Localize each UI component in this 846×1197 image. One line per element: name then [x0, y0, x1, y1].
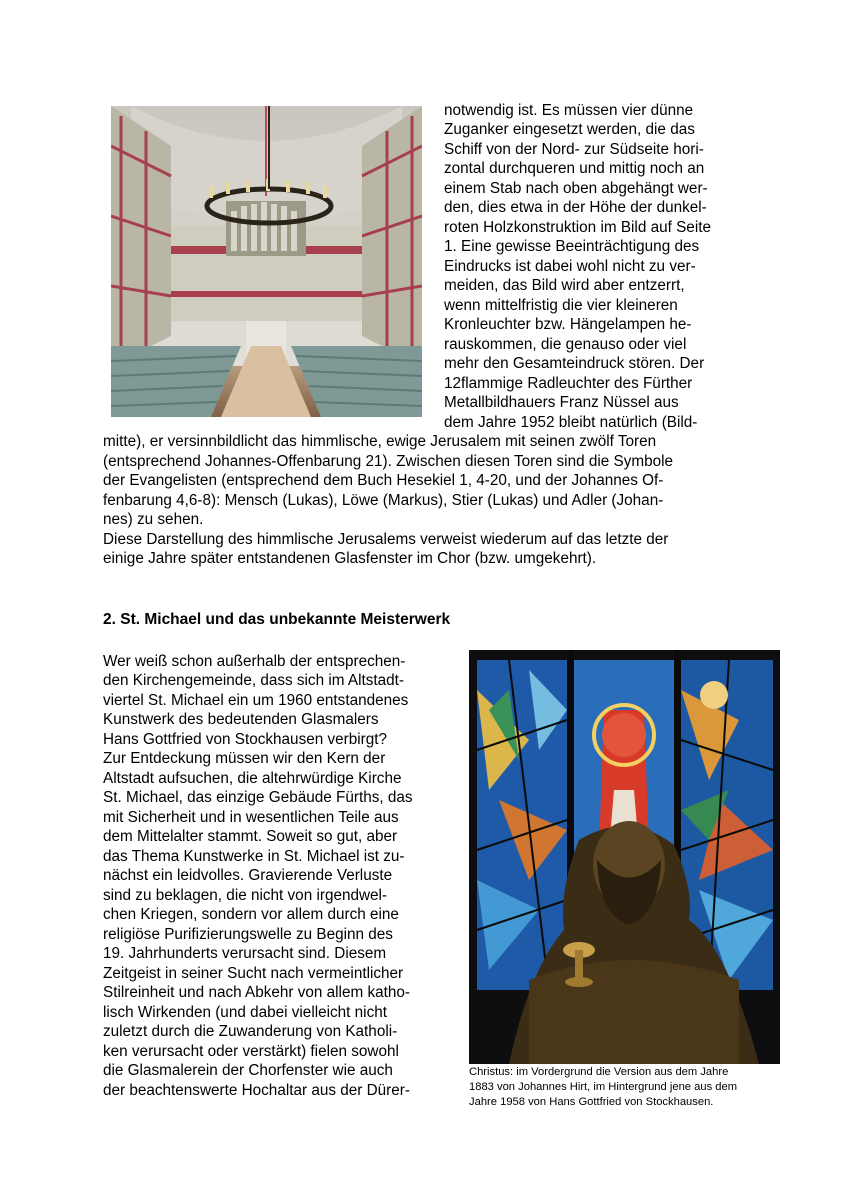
text-line: dem Jahre 1952 bleibt natürlich (Bild-	[444, 414, 698, 431]
text-line: Altstadt aufsuchen, die altehrwürdige Kirche	[103, 770, 402, 787]
text-line: Kronleuchter bzw. Hängelampen he-	[444, 316, 692, 333]
text-line: wenn mittelfristig die vier kleineren	[444, 297, 678, 314]
text-line: notwendig ist. Es müssen vier dünne	[444, 102, 694, 119]
text-line: mehr den Gesamteindruck stören. Der	[444, 355, 705, 372]
text-line: meiden, das Bild wird aber entzerrt,	[444, 277, 685, 294]
text-line: zontal durchqueren und mittig noch an	[444, 160, 705, 177]
text-line: Hans Gottfried von Stockhausen verbirgt?	[103, 731, 387, 748]
text-line: Eindrucks ist dabei wohl nicht zu ver-	[444, 258, 696, 275]
text-line: der beachtenswerte Hochaltar aus der Dürer-	[103, 1082, 410, 1099]
text-line: einige Jahre später entstandenen Glasfenster im Chor (bzw. umgekehrt).	[103, 550, 597, 567]
text-line: Zeitgeist in seiner Sucht nach vermeintlicher	[103, 965, 404, 982]
text-line: nes) zu sehen.	[103, 511, 204, 528]
text-line: einem Stab nach oben abgehängt wer-	[444, 180, 708, 197]
text-line: ken verursacht oder verstärkt) fielen sowohl	[103, 1043, 399, 1060]
text-line: dem Mittelalter stammt. Soweit so gut, aber	[103, 828, 398, 845]
text-line: Stilreinheit und nach Abkehr von allem katho-	[103, 984, 410, 1001]
text-line: die Glasmalerein der Chorfenster wie auch	[103, 1062, 393, 1079]
text-line: Wer weiß schon außerhalb der entsprechen-	[103, 653, 406, 670]
text-line: 12flammige Radleuchter des Fürther	[444, 375, 693, 392]
text-line: viertel St. Michael ein um 1960 entstandenes	[103, 692, 409, 709]
text-line: lisch Wirkenden (und dabei vielleicht nicht	[103, 1004, 387, 1021]
text-line: 1. Eine gewisse Beeinträchtigung des	[444, 238, 700, 255]
text-line: St. Michael, das einzige Gebäude Fürths, das	[103, 789, 413, 806]
text-line: mitte), er versinnbildlicht das himmlische, ewige Jerusalem mit seinen zwölf Toren	[103, 433, 657, 450]
text-line: das Thema Kunstwerke in St. Michael ist zu-	[103, 848, 405, 865]
text-line: Diese Darstellung des himmlische Jerusalems verweist wiederum auf das letzte der	[103, 531, 669, 548]
text-line: zuletzt durch die Zuwanderung von Katholi-	[103, 1023, 398, 1040]
text-line: (entsprechend Johannes-Offenbarung 21). Zwischen diesen Toren sind die Symbole	[103, 453, 674, 470]
text-line: fenbarung 4,6-8): Mensch (Lukas), Löwe (Markus), Stier (Lukas) und Adler (Johan-	[103, 492, 664, 509]
section-heading: 2. St. Michael und das unbekannte Meisterwerk	[103, 611, 451, 628]
text-line: Kunstwerk des bedeutenden Glasmalers	[103, 711, 379, 728]
text-line: religiöse Purifizierungswelle zu Beginn des	[103, 926, 393, 943]
text-line: roten Holzkonstruktion im Bild auf Seite	[444, 219, 711, 236]
text-line: 19. Jahrhunderts verursacht sind. Diesem	[103, 945, 387, 962]
text-line: rauskommen, die genauso oder viel	[444, 336, 687, 353]
text-line: Metallbildhauers Franz Nüssel aus	[444, 394, 679, 411]
caption-line: Jahre 1958 von Hans Gottfried von Stockhausen.	[469, 1096, 714, 1108]
stained-glass-photo	[469, 650, 780, 1064]
text-line: mit Sicherheit und in wesentlichen Teile aus	[103, 809, 399, 826]
text-line: sind zu beklagen, die nicht von irgendwel-	[103, 887, 388, 904]
text-line: der Evangelisten (entsprechend dem Buch Hesekiel 1, 4-20, und der Johannes Of-	[103, 472, 664, 489]
text-line: den Kirchengemeinde, dass sich im Altstadt-	[103, 672, 404, 689]
church-interior-photo	[111, 106, 422, 417]
text-line: Schiff von der Nord- zur Südseite hori-	[444, 141, 704, 158]
text-line: den, dies etwa in der Höhe der dunkel-	[444, 199, 707, 216]
text-line: chen Kriegen, sondern vor allem durch eine	[103, 906, 399, 923]
text-line: Zur Entdeckung müssen wir den Kern der	[103, 750, 386, 767]
text-line: nächst ein leidvolles. Gravierende Verluste	[103, 867, 393, 884]
text-line: Zuganker eingesetzt werden, die das	[444, 121, 695, 138]
caption-line: Christus: im Vordergrund die Version aus dem Jahre	[469, 1066, 729, 1078]
caption-line: 1883 von Johannes Hirt, im Hintergrund jene aus dem	[469, 1081, 738, 1093]
